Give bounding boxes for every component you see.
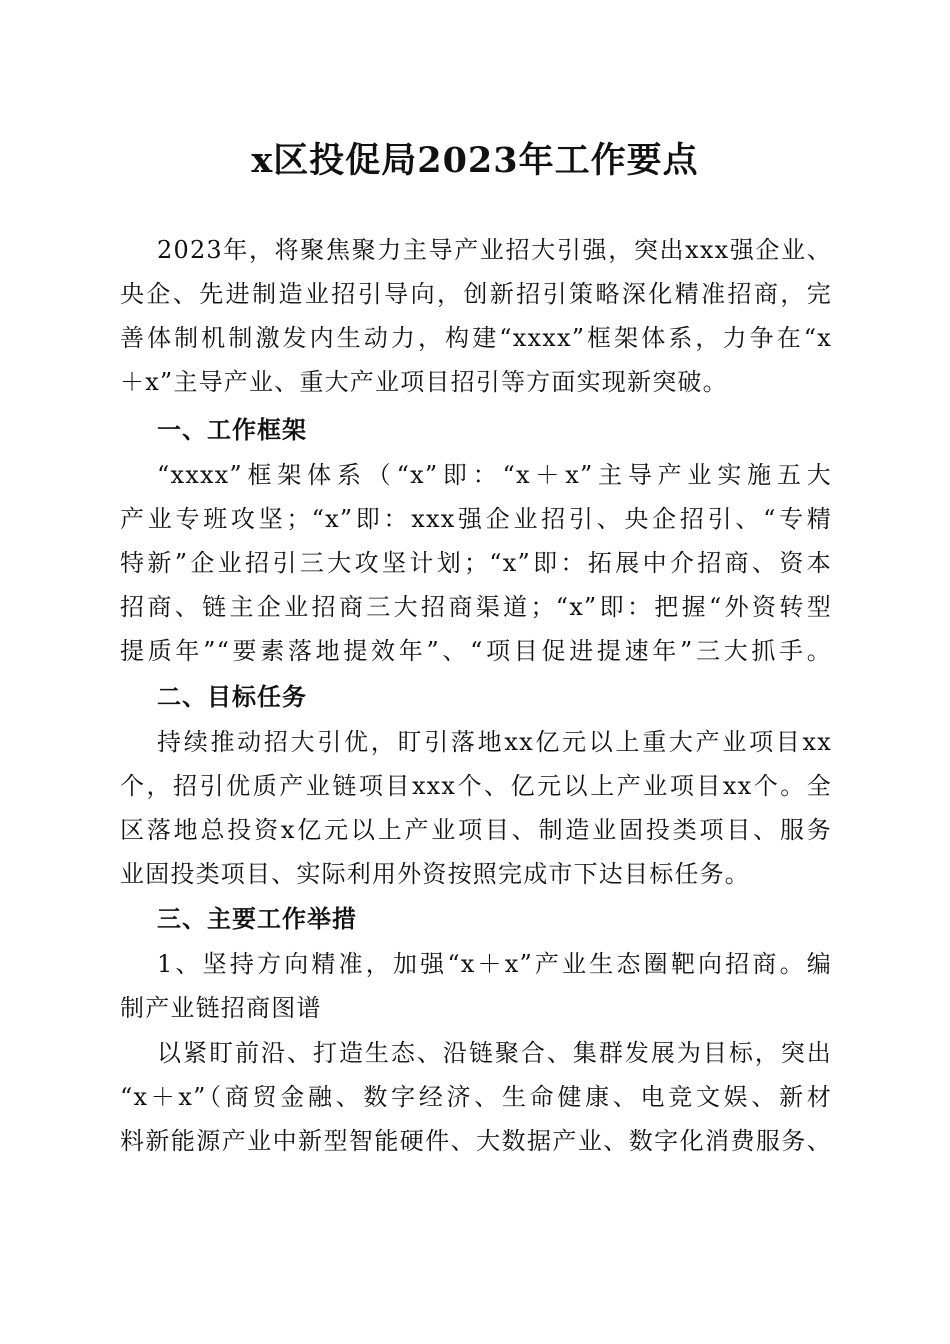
paragraph-line: ＋x”主导产业、重大产业项目招引等方面实现新突破。 — [120, 368, 728, 396]
paragraph-line: 2023年，将聚焦聚力主导产业招大引强，突出xxx强企业、 — [157, 236, 832, 264]
paragraph-line: 制产业链招商图谱 — [120, 994, 322, 1022]
paragraph-line: 提质年”“要素落地提效年”、“项目促进提速年”三大抓手。 — [120, 637, 832, 665]
paragraph-line: 料新能源产业中新型智能硬件、大数据产业、数字化消费服务、 — [120, 1127, 832, 1155]
document-title: x区投促局2023年工作要点 — [251, 140, 699, 181]
section-heading: 二、目标任务 — [157, 683, 307, 711]
paragraph-line: 特新”企业招引三大攻坚计划；“x”即：拓展中介招商、资本 — [120, 549, 832, 577]
paragraph-line: 以紧盯前沿、打造生态、沿链聚合、集群发展为目标，突出 — [157, 1039, 832, 1067]
paragraph-line: 1、坚持方向精准，加强“x＋x”产业生态圈靶向招商。编 — [157, 950, 832, 978]
paragraph-line: 央企、先进制造业招引导向，创新招引策略深化精准招商，完 — [120, 280, 832, 308]
paragraph-line: 个，招引优质产业链项目xxx个、亿元以上产业项目xx个。全 — [120, 772, 832, 800]
paragraph-line: 区落地总投资x亿元以上产业项目、制造业固投类项目、服务 — [120, 816, 832, 844]
paragraph-line: 善体制机制激发内生动力，构建“xxxx”框架体系，力争在“x — [120, 324, 832, 352]
paragraph-line: “x＋x”（商贸金融、数字经济、生命健康、电竞文娱、新材 — [120, 1083, 832, 1111]
section-heading: 三、主要工作举措 — [157, 905, 357, 933]
paragraph-line: 持续推动招大引优，盯引落地xx亿元以上重大产业项目xx — [157, 728, 832, 756]
section-heading: 一、工作框架 — [157, 416, 307, 444]
paragraph-line: 产业专班攻坚；“x”即：xxx强企业招引、央企招引、“专精 — [120, 505, 832, 533]
paragraph-line: 业固投类项目、实际利用外资按照完成市下达目标任务。 — [120, 860, 750, 888]
paragraph-line: 招商、链主企业招商三大招商渠道；“x”即：把握“外资转型 — [120, 593, 832, 621]
paragraph-line: “xxxx”框架体系（“x”即：“x＋x”主导产业实施五大 — [157, 461, 832, 489]
